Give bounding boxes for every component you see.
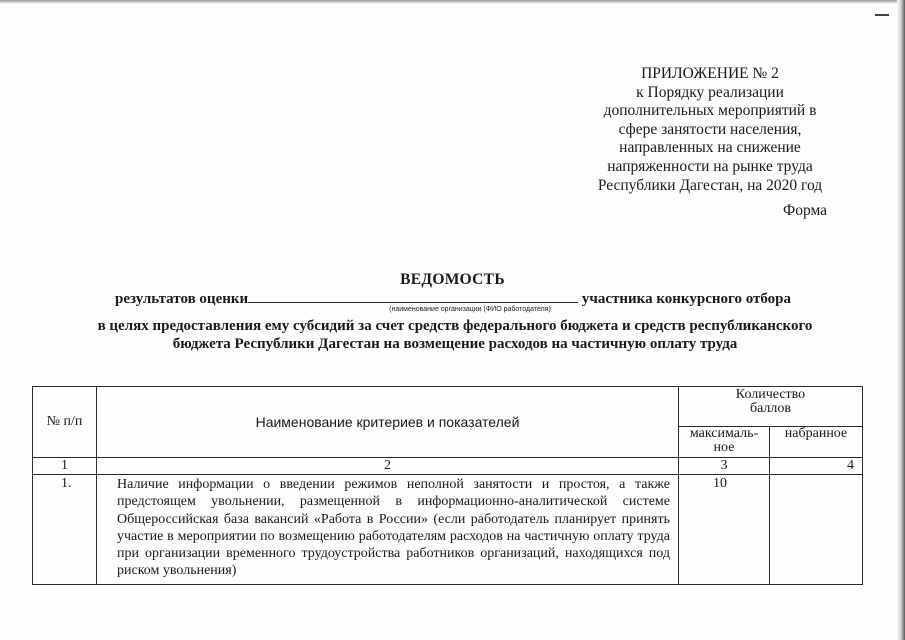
purpose-text [60,317,850,353]
header-max-points [679,427,770,458]
table-row [33,475,863,585]
purpose-line: в целях предоставления ему субсидий за счет средств федерального бюджета и средств республиканского [97,318,813,334]
organization-blank-caption: (наименование организации (ФИО работодателя) [389,306,551,313]
document-title: ВЕДОМОСТЬ [400,271,505,288]
appendix-line: Республики Дагестан, на 2020 год [597,176,823,194]
appendix-line: дополнительных мероприятий в [603,102,817,120]
column-index: 1 [33,458,97,475]
appendix-line: сфере занятости населения, [618,120,802,138]
staple-mark [875,14,889,22]
header-points-line: Количество [735,387,806,402]
appendix-line: напряженности на рынке труда [607,157,813,175]
header-points [679,387,863,427]
form-label: Форма [782,202,828,219]
row-scored-points[interactable] [770,475,863,585]
scan-right-shadow [897,0,905,640]
header-number: № п/п [33,387,97,458]
organization-name-blank[interactable] [248,288,578,303]
column-index: 2 [97,458,679,475]
column-index: 3 [679,458,770,475]
header-points-line: баллов [749,401,792,416]
column-index: 4 [770,458,863,475]
header-scored-points: набранное [770,427,863,458]
appendix-header [560,65,860,195]
header-max-line: ное [713,440,735,455]
criteria-table [32,386,863,585]
subtitle-row [115,288,815,308]
header-criteria-name: Наименование критериев и показателей [97,387,679,458]
purpose-line: бюджета Республики Дагестан на возмещение расходов на частичную оплату труда [172,336,738,352]
subtitle-prefix: результатов оценки [115,291,249,307]
appendix-line: ПРИЛОЖЕНИЕ № 2 [641,65,779,82]
row-max-points: 10 [679,475,770,585]
row-criterion: Наличие информации о введении режимов неполной занятости и простоя, а также предстоящем увольнении, размещенной в информационно-аналитической системе Общероссийская база вакансий «Работа в России» (если работодатель планирует принять участие в мероприятии по возмещению работодателям расходов на частичную оплату труда при организации временного трудоустройства работников организаций, находящихся под риском увольнения) [97,475,679,585]
scan-top-shadow [0,0,905,4]
row-number: 1. [33,475,97,585]
appendix-line: направленных на снижение [619,139,801,157]
subtitle-suffix: участника конкурсного отбора [578,291,792,307]
appendix-line: к Порядку реализации [636,83,784,101]
header-max-line: максималь- [689,426,759,441]
